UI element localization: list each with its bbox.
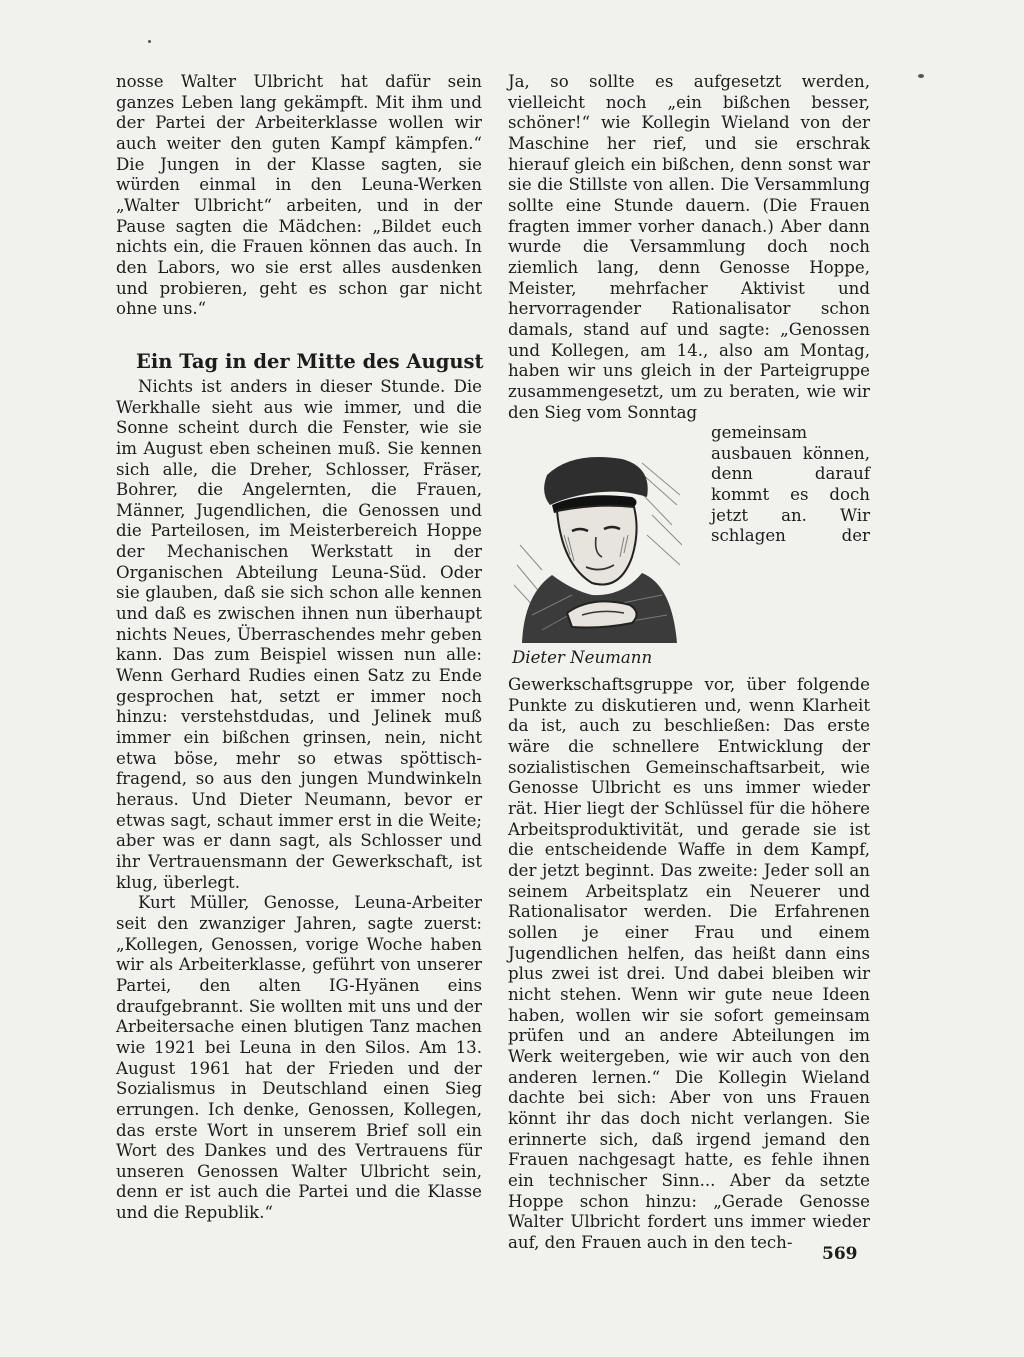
print-speck xyxy=(918,74,924,78)
right-paragraph-1-continued: gemeinsam ausbauen können, denn darauf kommt es doch jetzt an. Wir schlagen der Gewerkschaftsgruppe vor, über folgende Punkte zu diskutieren und, wenn Klarheit da ist, auch zu beschließen: Das erste wäre die schnellere Entwicklung der sozialistischen Gemeinschaftsarbeit, wie Genosse Ulbricht es uns immer wieder rät. Hier liegt der Schlüssel für die höhere Arbeitsproduktivität, und gerade sie ist die entscheidende Waffe in dem Kampf, der jetzt beginnt. Das zweite: Jeder soll an seinem Arbeitsplatz ein Neuerer und Rationalisator werden. Die Erfahrenen sollen je einer Frau und einem Jugendlichen helfen, das heißt dann eins plus zwei ist drei. Und dabei bleiben wir nicht stehen. Wenn wir gute neue Ideen haben, wollen wir sie sofort gemeinsam prüfen und an andere Abteilungen im Werk weitergeben, wie wir auch von den anderen lernen.“ Die Kollegin Wieland dachte bei sich: Aber von uns Frauen könnt ihr das doch nicht verlangen. Sie erinnerte sich, daß irgend jemand den Frauen nachgesagt hatte, es fehle ihnen ein technischer Sinn... Aber da setzte Hoppe schon hinzu: „Gerade Genosse Walter Ulbricht fordert uns immer wieder auf, den Frauen auch in den tech- xyxy=(508,423,870,1252)
print-speck xyxy=(148,40,151,43)
left-paragraph-2: Nichts ist anders in dieser Stunde. Die Werkhalle sieht aus wie immer, und die Sonne scheint durch die Fenster, wie sie im August eben scheinen muß. Sie kennen sich alle, die Dreher, Schlosser, Fräser, Bohrer, die Angelernten, die Frauen, Männer, Jugendlichen, die Genossen und die Parteilosen, im Meisterbereich Hoppe der Mechanischen Werkstatt in der Organischen Abteilung Leuna-Süd. Oder sie glauben, daß sie sich schon alle kennen und daß es zwischen ihnen nun überhaupt nichts Neues, Überraschendes mehr geben kann. Das zum Beispiel wissen nun alle: Wenn Gerhard Rudies einen Satz zu Ende gesprochen hat, setzt er immer noch hinzu: verstehstdudas, und Jelinek muß immer ein bißchen grinsen, nein, nicht etwa böse, mehr so etwas spöttisch-fragend, so aus den jungen Mundwinkeln heraus. Und Dieter Neumann, bevor er etwas sagt, schaut immer erst in die Weite; aber was er dann sagt, als Schlosser und ihr Vertrauensmann der Gewerkschaft, ist klug, überlegt. xyxy=(116,376,482,892)
portrait-illustration xyxy=(512,445,682,643)
right-column xyxy=(508,72,870,1254)
left-paragraph-3: Kurt Müller, Genosse, Leuna-Arbeiter seit den zwanziger Jahren, sagte zuerst: „Kollegen, Genossen, vorige Woche haben wir als Arbeiterklasse, geführt von unserer Partei, den alten IG-Hyänen eins draufgebrannt. Sie wollten mit uns und der Arbeitersache einen blutigen Tanz machen wie 1921 bei Leuna in den Silos. Am 13. August 1961 hat der Frieden und der Sozialismus in Deutschland einen Sieg errungen. Ich denke, Genossen, Kollegen, das erste Wort in unserem Brief soll ein Wort des Dankes und des Vertrauens für unseren Genossen Walter Ulbricht sein, denn er ist auch die Partei und die Klasse und die Republik.“ xyxy=(116,893,482,1223)
figure-caption: Dieter Neumann xyxy=(512,648,653,668)
section-heading: Ein Tag in der Mitte des August xyxy=(136,349,484,373)
left-paragraph-1: nosse Walter Ulbricht hat dafür sein ganzes Leben lang gekämpft. Mit ihm und der Partei der Arbeiterklasse wollen wir auch weiter den guten Kampf kämpfen.“ Die Jungen in der Klasse sagten, sie würden einmal in den Leuna-Werken „Walter Ulbricht“ arbeiten, und in der Pause sagten die Mädchen: „Bildet euch nichts ein, die Frauen können das auch. In den Labors, wo sie erst alles ausdenken und probieren, geht es schon gar nicht ohne uns.“ xyxy=(116,72,482,319)
page-number: 569 xyxy=(822,1244,858,1264)
right-paragraph-1-text: Ja, so sollte es aufgesetzt werden, vielleicht noch „ein bißchen besser, schöner!“ wie Kollegin Wieland von der Maschine her rief, und sie erschrak hierauf gleich ein bißchen, denn sonst war sie die Stillste von allen. Die Versammlung sollte eine Stunde dauern. (Die Frauen fragten immer vorher danach.) Aber dann wurde die Versammlung doch noch ziemlich lang, denn Genosse Hoppe, Meister, mehrfacher Aktivist und hervorragender Rationalisator schon damals, stand auf und sagte: „Genossen und Kollegen, am 14., also am Montag, haben wir uns gleich in der Parteigruppe zusammengesetzt, um zu beraten, wie wir den Sieg vom Sonntag xyxy=(508,72,870,422)
right-paragraph-1-start xyxy=(508,72,870,422)
portrait-figure xyxy=(512,445,695,669)
left-column xyxy=(116,72,482,1224)
